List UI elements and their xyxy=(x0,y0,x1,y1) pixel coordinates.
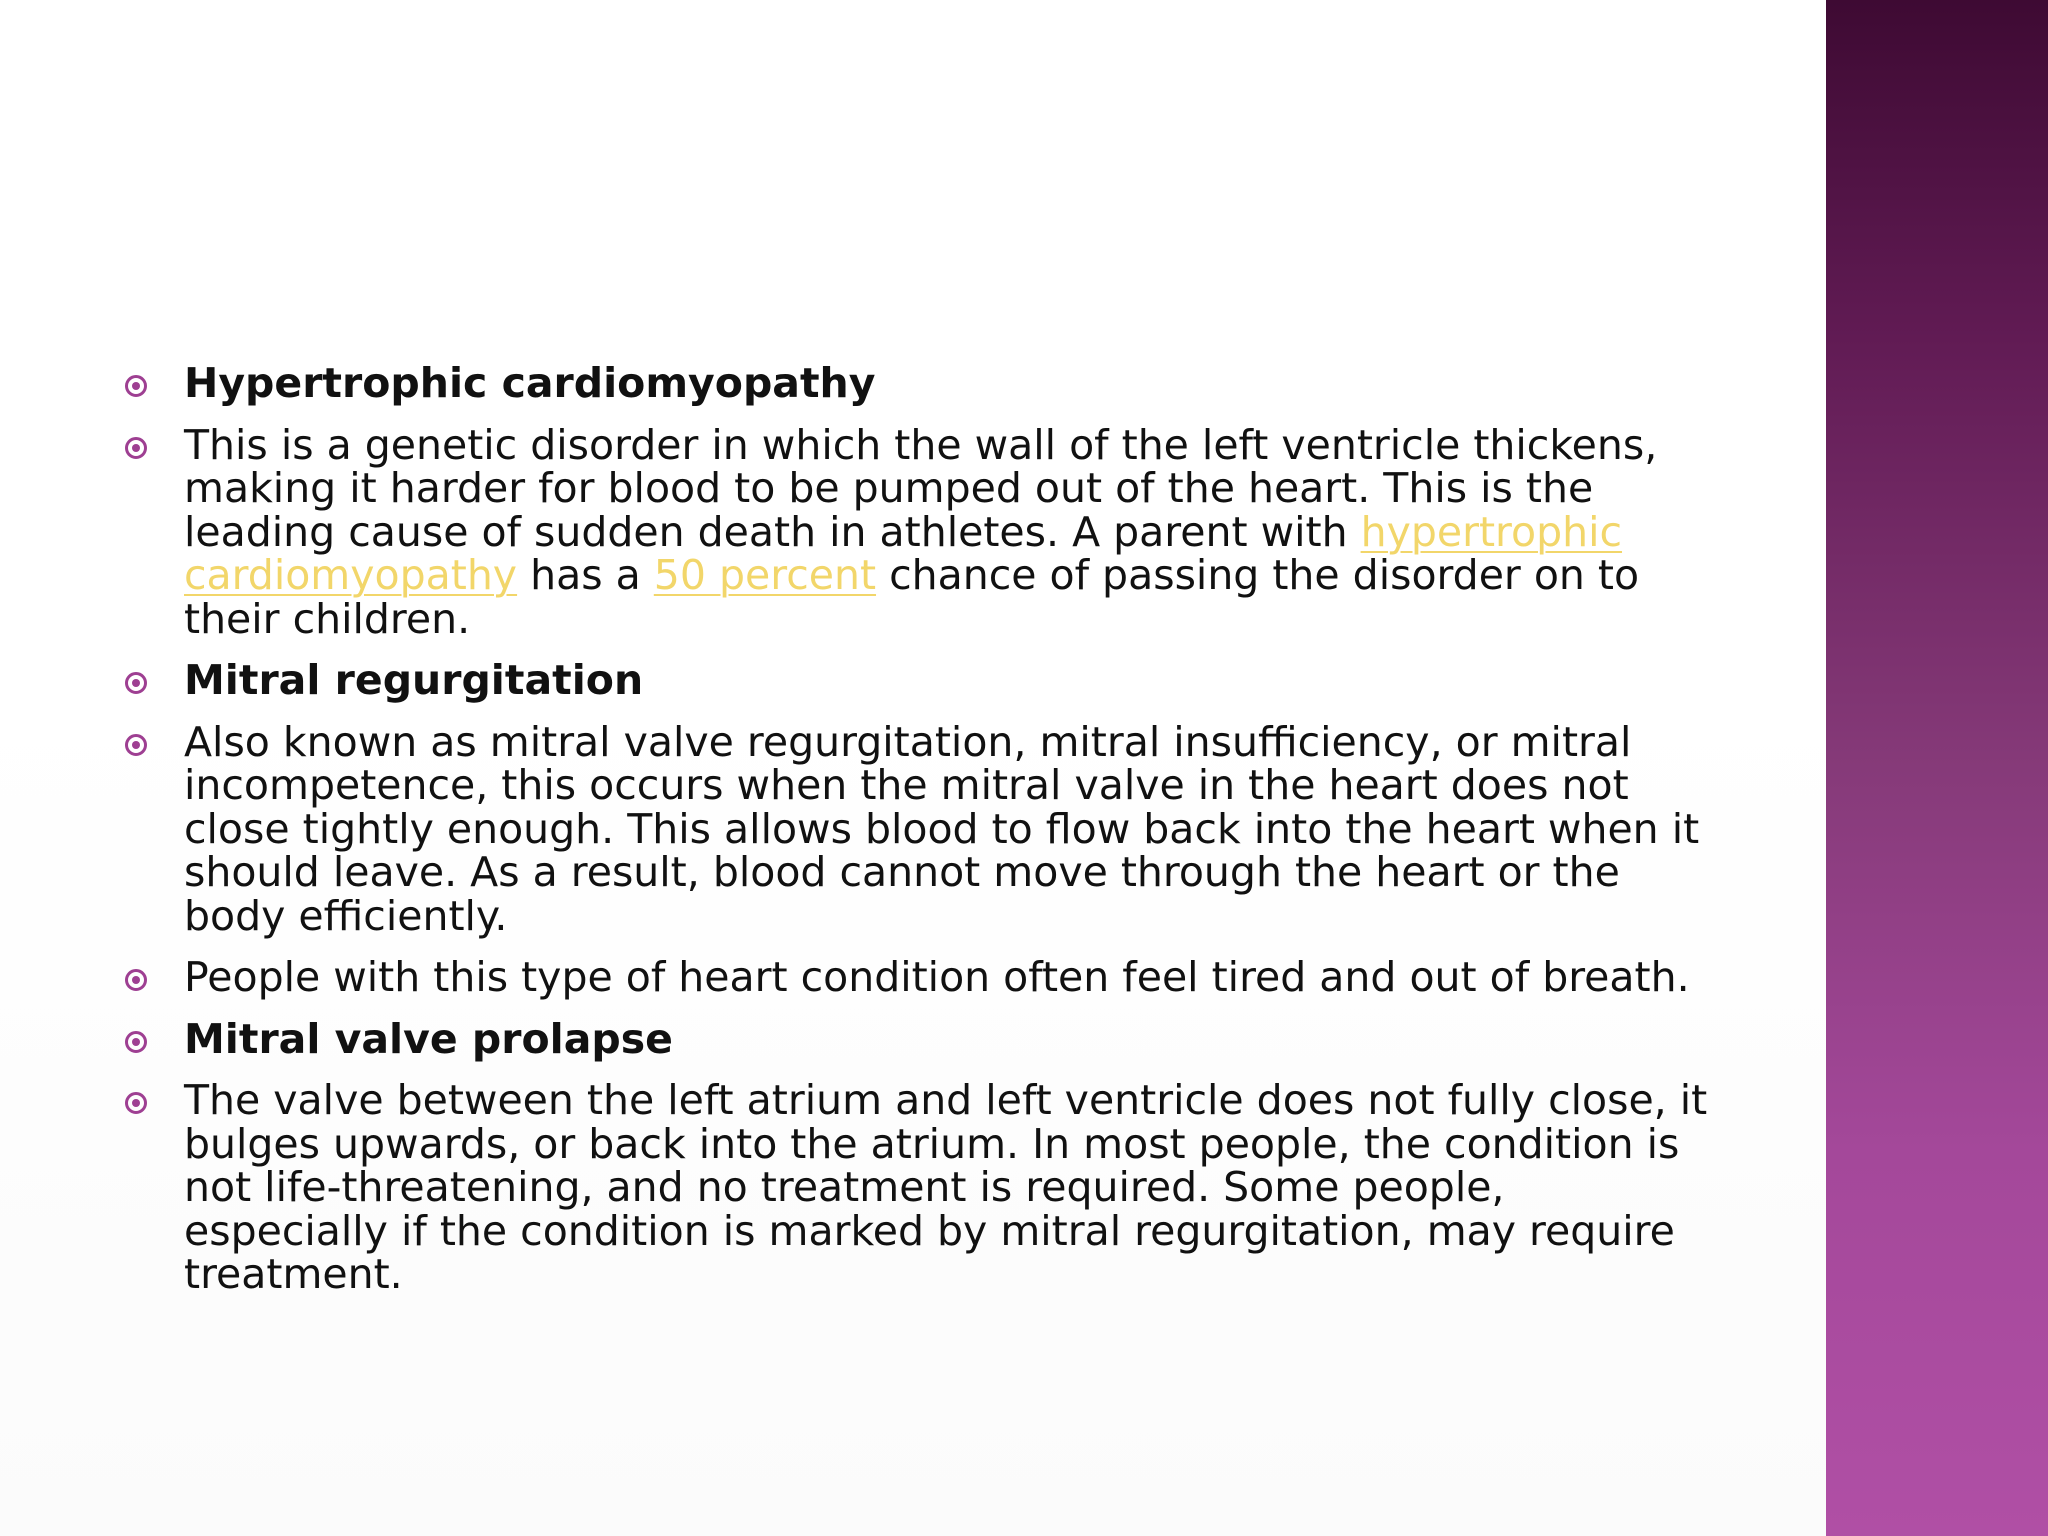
text-segment: This is a genetic disorder in which the wall of the left ventricle thickens, making it harder for blood to be pumped out of the heart. This is the leading cause of sudden death in athletes. A parent with xyxy=(184,420,1658,556)
circle-bullet-icon xyxy=(125,672,147,694)
bullet-hypertrophic-description xyxy=(0,420,1720,643)
bullet-list xyxy=(0,359,1720,1315)
bullet-heading-mitral-valve-prolapse xyxy=(0,1014,1720,1063)
circle-bullet-icon xyxy=(125,1092,147,1114)
bullet-mitral-regurgitation-description xyxy=(0,717,1720,940)
bullet-text xyxy=(184,421,1657,643)
hypertrophic-cardiomyopathy-link[interactable]: hypertrophic cardiomyopathy xyxy=(184,507,1623,599)
bullet-text: The valve between the left atrium and left ventricle does not fully close, it bulges upwards, or back into the atrium. In most people, the condition is not life-threatening, and no treatment is required. Some people, especially if the condition is marked by mitral regurgitation, may require treatment. xyxy=(184,1076,1708,1298)
bullet-heading-mitral-regurgitation xyxy=(0,656,1720,704)
bullet-text: Hypertrophic cardiomyopathy xyxy=(184,359,876,407)
bullet-mitral-valve-prolapse-description xyxy=(0,1076,1720,1298)
bullet-text: Mitral regurgitation xyxy=(184,656,644,704)
circle-bullet-icon xyxy=(125,734,147,756)
circle-bullet-icon xyxy=(125,375,147,397)
bullet-text: People with this type of heart condition often feel tired and out of breath. xyxy=(184,953,1690,1001)
purple-side-bar xyxy=(1826,0,2048,1536)
fifty-percent-link[interactable]: 50 percent xyxy=(653,551,877,599)
text-segment: has a xyxy=(517,551,654,599)
bullet-heading-hypertrophic-cardiomyopathy xyxy=(0,359,1720,407)
circle-bullet-icon xyxy=(125,1031,147,1053)
circle-bullet-icon xyxy=(125,969,147,991)
bullet-mitral-regurgitation-symptoms xyxy=(0,953,1720,1001)
circle-bullet-icon xyxy=(125,437,147,459)
text-segment: chance of passing the disorder on to their children. xyxy=(184,551,1640,643)
bullet-text: Mitral valve prolapse xyxy=(184,1014,673,1063)
bullet-text: Also known as mitral valve regurgitation, mitral insufficiency, or mitral incompetence, this occurs when the mitral valve in the heart does not close tightly enough. This allows blood to flow back into the heart when it should leave. As a result, blood cannot move through the heart or the body efficiently. xyxy=(184,717,1700,940)
